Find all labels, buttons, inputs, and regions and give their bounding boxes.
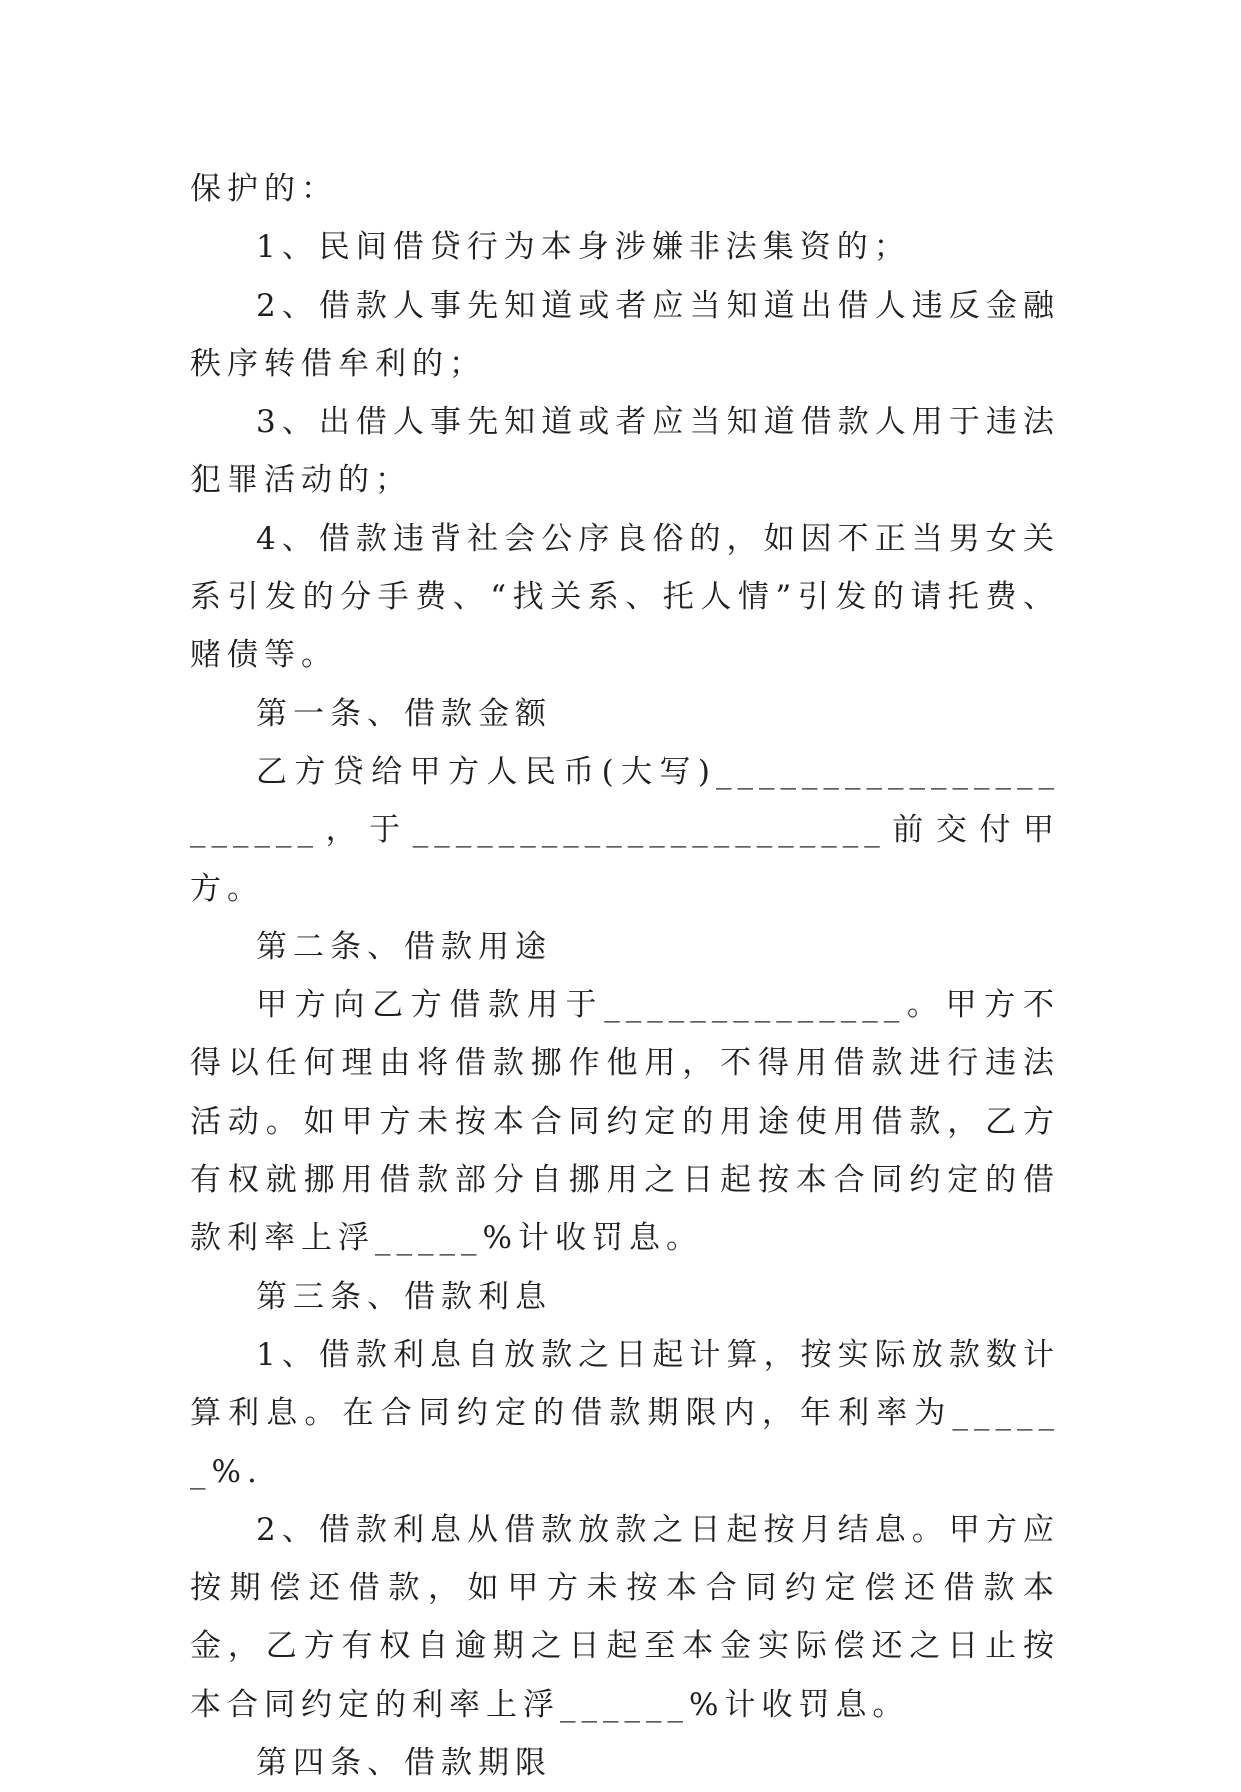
article-2-body: 甲方向乙方借款用于______________。甲方不得以任何理由将借款挪作他用，不得用借款进行违法活动。如甲方未按本合同约定的用途使用借款，乙方有权就挪用借款部分自挪用之日起按本合同约定的借款利率上浮_____%计收罚息。 bbox=[190, 987, 1060, 1257]
article-1-heading: 第一条、借款金额 bbox=[256, 695, 552, 732]
paragraph-item-3: 3、出借人事先知道或者应当知道借款人用于违法犯罪活动的； bbox=[190, 404, 1060, 499]
paragraph-continuation: 保护的： bbox=[190, 171, 338, 207]
article-2-heading: 第二条、借款用途 bbox=[256, 928, 552, 965]
article-4-heading: 第四条、借款期限 bbox=[256, 1745, 552, 1782]
article-1-body: 乙方贷给甲方人民币(大写)______________________，于______________________前交付甲方。 bbox=[190, 753, 1060, 907]
article-3-clause-1: 1、借款利息自放款之日起计算，按实际放款数计算利息。在合同约定的借款期限内，年利率为______%. bbox=[190, 1336, 1060, 1490]
article-3-heading: 第三条、借款利息 bbox=[256, 1278, 552, 1315]
paragraph-item-4: 4、借款违背社会公序良俗的，如因不正当男女关系引发的分手费、“找关系、托人情”引发的请托费、赌债等。 bbox=[190, 520, 1060, 674]
paragraph-item-2: 2、借款人事先知道或者应当知道出借人违反金融秩序转借牟利的； bbox=[190, 287, 1060, 382]
article-3-clause-2: 2、借款利息从借款放款之日起按月结息。甲方应按期偿还借款，如甲方未按本合同约定偿还借款本金，乙方有权自逾期之日起至本金实际偿还之日止按本合同约定的利率上浮______%计收罚息。 bbox=[190, 1511, 1060, 1723]
paragraph-item-1: 1、民间借贷行为本身涉嫌非法集资的； bbox=[256, 229, 911, 266]
document-body bbox=[190, 160, 1060, 1792]
